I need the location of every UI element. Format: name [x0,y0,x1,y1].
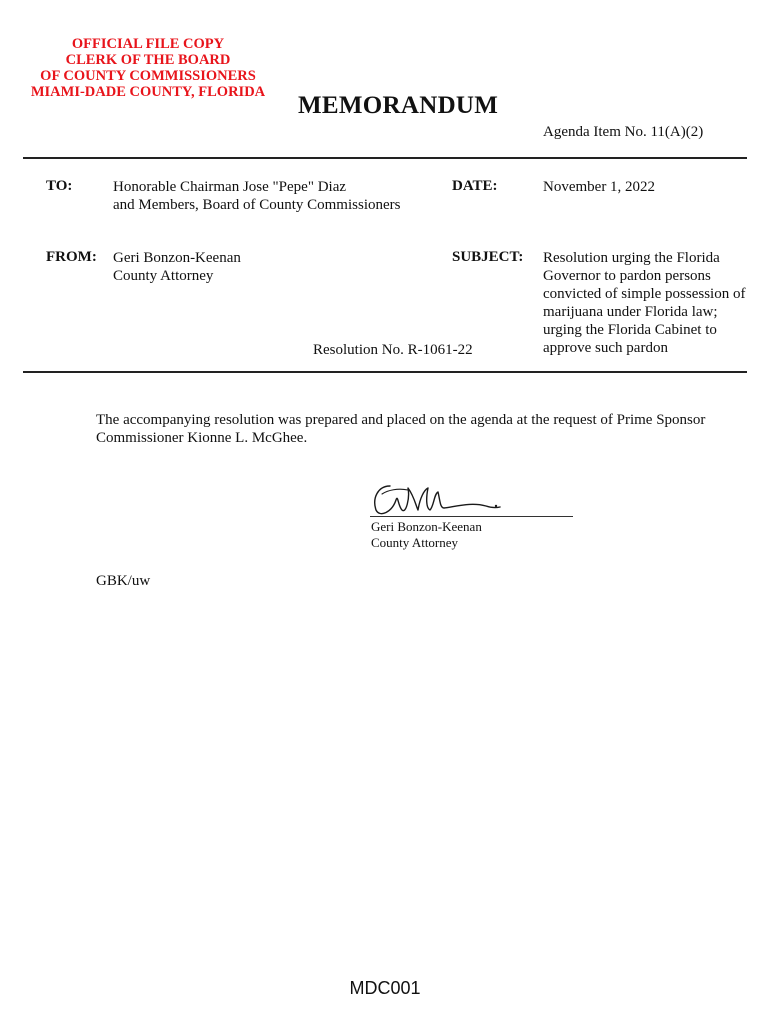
signature-line [370,516,573,517]
memo-title: MEMORANDUM [298,92,499,119]
date-label: DATE: [452,178,498,194]
from-line: Geri Bonzon-Keenan [113,250,241,266]
signature-block [371,519,482,551]
subject-line: convicted of simple possession of [543,286,746,302]
subject-line: Governor to pardon persons [543,268,711,284]
header-bottom-rule [23,371,747,373]
stamp-line: MIAMI-DADE COUNTY, FLORIDA [30,84,266,100]
typist-initials: GBK/uw [96,573,151,589]
from-label: FROM: [46,249,97,265]
from-line: County Attorney [113,268,214,284]
subject-line: approve such pardon [543,340,668,356]
subject-label: SUBJECT: [452,249,524,265]
to-recipient [113,178,400,214]
stamp-line: CLERK OF THE BOARD [65,52,231,68]
body-line: Commissioner Kionne L. McGhee. [96,430,308,446]
header-top-rule [23,157,747,159]
subject-line: marijuana under Florida law; [543,304,718,320]
from-sender [113,249,241,285]
stamp-line: OFFICIAL FILE COPY [71,36,225,52]
resolution-number: Resolution No. R-1061-22 [313,342,473,358]
to-label: TO: [46,178,73,194]
subject-line: urging the Florida Cabinet to [543,322,717,338]
handwritten-signature [368,476,508,520]
stamp-line: OF COUNTY COMMISSIONERS [40,68,256,84]
body-line: The accompanying resolution was prepared and placed on the agenda at the request of Prime Sponsor [96,412,706,428]
signature-name: Geri Bonzon-Keenan [371,519,482,534]
official-file-copy-stamp [22,36,274,100]
subject-line: Resolution urging the Florida [543,250,720,266]
to-line: Honorable Chairman Jose "Pepe" Diaz [113,179,347,195]
subject-text [543,249,745,357]
agenda-item-number: Agenda Item No. 11(A)(2) [543,124,704,140]
to-line: and Members, Board of County Commissioners [113,197,401,213]
signature-title: County Attorney [371,535,459,550]
date-value: November 1, 2022 [543,179,656,195]
body-paragraph [96,411,705,447]
page-footer-code: MDC001 [349,978,421,998]
